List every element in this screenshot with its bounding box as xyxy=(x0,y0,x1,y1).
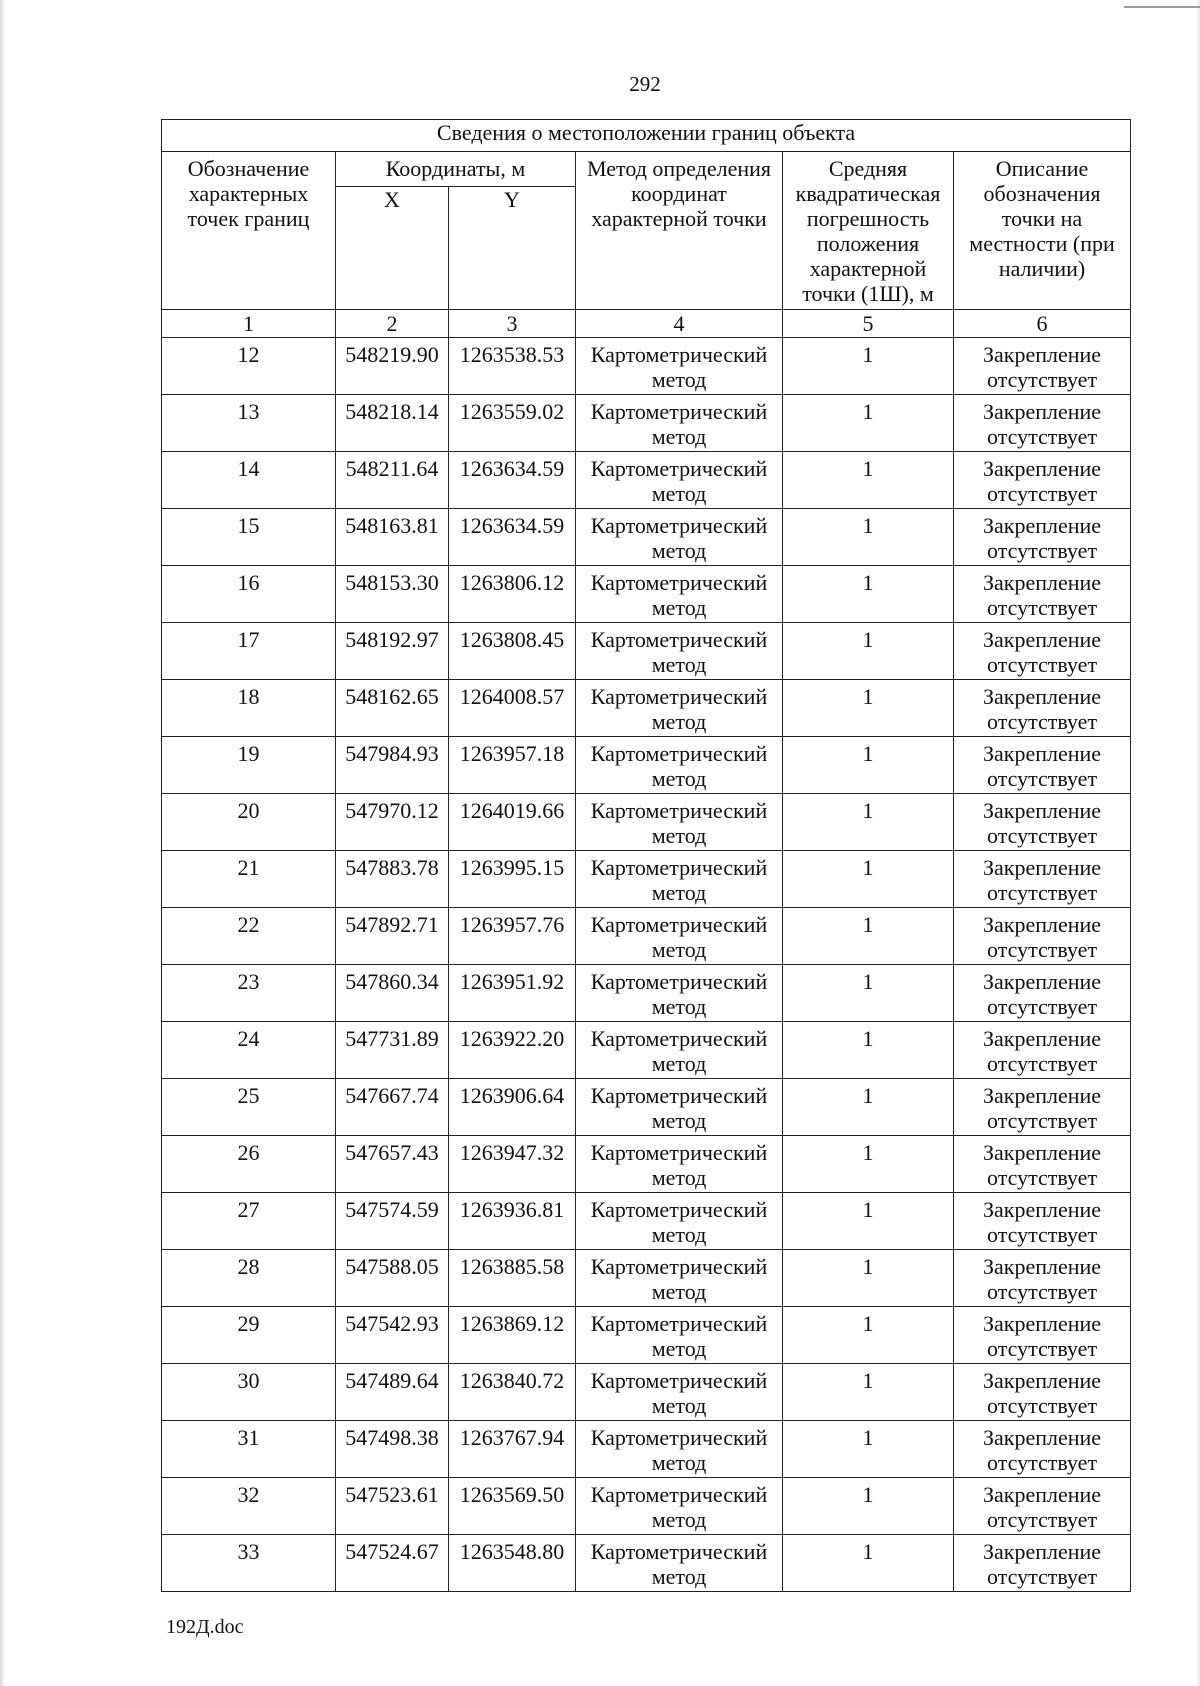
cell-description: Закрепление отсутствует xyxy=(954,623,1131,680)
cell-point: 17 xyxy=(162,623,336,680)
cell-y: 1263808.45 xyxy=(449,623,576,680)
table-row xyxy=(162,1136,1131,1193)
column-number: 4 xyxy=(576,310,783,338)
cell-error: 1 xyxy=(783,395,954,452)
cell-error: 1 xyxy=(783,680,954,737)
table-row xyxy=(162,1193,1131,1250)
header-error: Средняя квадратическая погрешность положения характерной точки (1Ш), м xyxy=(783,152,954,310)
cell-error: 1 xyxy=(783,452,954,509)
cell-method: Картометрический метод xyxy=(576,623,783,680)
cell-description: Закрепление отсутствует xyxy=(954,1193,1131,1250)
cell-error: 1 xyxy=(783,566,954,623)
cell-point: 16 xyxy=(162,566,336,623)
cell-point: 21 xyxy=(162,851,336,908)
cell-error: 1 xyxy=(783,794,954,851)
cell-point: 14 xyxy=(162,452,336,509)
table-row xyxy=(162,737,1131,794)
cell-error: 1 xyxy=(783,1364,954,1421)
cell-error: 1 xyxy=(783,737,954,794)
cell-description: Закрепление отсутствует xyxy=(954,566,1131,623)
cell-method: Картометрический метод xyxy=(576,794,783,851)
table-row xyxy=(162,1250,1131,1307)
cell-y: 1263538.53 xyxy=(449,338,576,395)
cell-description: Закрепление отсутствует xyxy=(954,338,1131,395)
column-number: 2 xyxy=(336,310,449,338)
cell-point: 29 xyxy=(162,1307,336,1364)
cell-y: 1263806.12 xyxy=(449,566,576,623)
boundary-table xyxy=(161,119,1131,1592)
cell-error: 1 xyxy=(783,338,954,395)
cell-description: Закрепление отсутствует xyxy=(954,851,1131,908)
cell-x: 547731.89 xyxy=(336,1022,449,1079)
cell-y: 1263885.58 xyxy=(449,1250,576,1307)
cell-point: 32 xyxy=(162,1478,336,1535)
cell-method: Картометрический метод xyxy=(576,1307,783,1364)
cell-error: 1 xyxy=(783,851,954,908)
cell-description: Закрепление отсутствует xyxy=(954,1136,1131,1193)
cell-description: Закрепление отсутствует xyxy=(954,965,1131,1022)
cell-method: Картометрический метод xyxy=(576,452,783,509)
cell-description: Закрепление отсутствует xyxy=(954,1022,1131,1079)
cell-y: 1263906.64 xyxy=(449,1079,576,1136)
cell-x: 547574.59 xyxy=(336,1193,449,1250)
cell-method: Картометрический метод xyxy=(576,1022,783,1079)
cell-point: 20 xyxy=(162,794,336,851)
cell-description: Закрепление отсутствует xyxy=(954,794,1131,851)
cell-x: 547892.71 xyxy=(336,908,449,965)
cell-error: 1 xyxy=(783,509,954,566)
cell-error: 1 xyxy=(783,908,954,965)
cell-x: 547588.05 xyxy=(336,1250,449,1307)
table-row xyxy=(162,1478,1131,1535)
cell-y: 1263548.80 xyxy=(449,1535,576,1592)
table-row xyxy=(162,1022,1131,1079)
cell-error: 1 xyxy=(783,1136,954,1193)
cell-method: Картометрический метод xyxy=(576,737,783,794)
cell-x: 548192.97 xyxy=(336,623,449,680)
cell-description: Закрепление отсутствует xyxy=(954,452,1131,509)
column-number: 3 xyxy=(449,310,576,338)
cell-method: Картометрический метод xyxy=(576,1136,783,1193)
cell-error: 1 xyxy=(783,1079,954,1136)
column-number: 5 xyxy=(783,310,954,338)
cell-point: 25 xyxy=(162,1079,336,1136)
cell-point: 28 xyxy=(162,1250,336,1307)
column-number-row xyxy=(162,310,1131,338)
scan-corner-mark xyxy=(1124,6,1200,8)
cell-method: Картометрический метод xyxy=(576,908,783,965)
cell-x: 547489.64 xyxy=(336,1364,449,1421)
table-row xyxy=(162,623,1131,680)
table-row xyxy=(162,965,1131,1022)
cell-x: 548162.65 xyxy=(336,680,449,737)
cell-description: Закрепление отсутствует xyxy=(954,1478,1131,1535)
table-row xyxy=(162,908,1131,965)
cell-x: 548219.90 xyxy=(336,338,449,395)
cell-point: 26 xyxy=(162,1136,336,1193)
table-row xyxy=(162,566,1131,623)
cell-error: 1 xyxy=(783,1193,954,1250)
cell-y: 1263869.12 xyxy=(449,1307,576,1364)
column-number: 6 xyxy=(954,310,1131,338)
cell-x: 547498.38 xyxy=(336,1421,449,1478)
cell-point: 19 xyxy=(162,737,336,794)
cell-description: Закрепление отсутствует xyxy=(954,680,1131,737)
cell-x: 547657.43 xyxy=(336,1136,449,1193)
cell-point: 18 xyxy=(162,680,336,737)
cell-point: 30 xyxy=(162,1364,336,1421)
cell-x: 548153.30 xyxy=(336,566,449,623)
cell-point: 22 xyxy=(162,908,336,965)
cell-x: 547883.78 xyxy=(336,851,449,908)
cell-y: 1263840.72 xyxy=(449,1364,576,1421)
scan-edge-left xyxy=(0,0,6,1686)
cell-y: 1264019.66 xyxy=(449,794,576,851)
file-name-footer: 192Д.doc xyxy=(166,1616,244,1638)
cell-y: 1263957.18 xyxy=(449,737,576,794)
cell-y: 1263767.94 xyxy=(449,1421,576,1478)
cell-point: 24 xyxy=(162,1022,336,1079)
cell-description: Закрепление отсутствует xyxy=(954,1535,1131,1592)
cell-y: 1263957.76 xyxy=(449,908,576,965)
header-x: X xyxy=(336,187,449,310)
cell-method: Картометрический метод xyxy=(576,1421,783,1478)
table-row xyxy=(162,395,1131,452)
cell-description: Закрепление отсутствует xyxy=(954,1364,1131,1421)
cell-method: Картометрический метод xyxy=(576,1535,783,1592)
scan-edge-right xyxy=(1196,0,1200,1686)
cell-x: 547984.93 xyxy=(336,737,449,794)
table-row xyxy=(162,1535,1131,1592)
table-row xyxy=(162,1079,1131,1136)
cell-description: Закрепление отсутствует xyxy=(954,1079,1131,1136)
cell-point: 12 xyxy=(162,338,336,395)
cell-x: 547860.34 xyxy=(336,965,449,1022)
cell-y: 1263951.92 xyxy=(449,965,576,1022)
cell-y: 1263634.59 xyxy=(449,452,576,509)
cell-method: Картометрический метод xyxy=(576,1193,783,1250)
header-coordinates: Координаты, м xyxy=(336,152,576,187)
table-row xyxy=(162,1421,1131,1478)
cell-description: Закрепление отсутствует xyxy=(954,1250,1131,1307)
cell-y: 1263922.20 xyxy=(449,1022,576,1079)
cell-y: 1263936.81 xyxy=(449,1193,576,1250)
cell-error: 1 xyxy=(783,623,954,680)
cell-point: 15 xyxy=(162,509,336,566)
cell-error: 1 xyxy=(783,1535,954,1592)
cell-point: 13 xyxy=(162,395,336,452)
cell-method: Картометрический метод xyxy=(576,509,783,566)
cell-method: Картометрический метод xyxy=(576,851,783,908)
cell-x: 547524.67 xyxy=(336,1535,449,1592)
cell-description: Закрепление отсутствует xyxy=(954,509,1131,566)
cell-method: Картометрический метод xyxy=(576,680,783,737)
cell-x: 548163.81 xyxy=(336,509,449,566)
cell-point: 23 xyxy=(162,965,336,1022)
cell-method: Картометрический метод xyxy=(576,395,783,452)
table-row xyxy=(162,1364,1131,1421)
cell-method: Картометрический метод xyxy=(576,1079,783,1136)
header-point-designation: Обозначение характерных точек границ xyxy=(162,152,336,310)
cell-x: 547970.12 xyxy=(336,794,449,851)
table-row xyxy=(162,338,1131,395)
cell-method: Картометрический метод xyxy=(576,965,783,1022)
page-number: 292 xyxy=(629,72,661,96)
cell-error: 1 xyxy=(783,1022,954,1079)
cell-error: 1 xyxy=(783,1478,954,1535)
header-y: Y xyxy=(449,187,576,310)
cell-method: Картометрический метод xyxy=(576,1364,783,1421)
table-row xyxy=(162,851,1131,908)
cell-y: 1263569.50 xyxy=(449,1478,576,1535)
cell-x: 547542.93 xyxy=(336,1307,449,1364)
cell-method: Картометрический метод xyxy=(576,338,783,395)
cell-x: 547667.74 xyxy=(336,1079,449,1136)
cell-description: Закрепление отсутствует xyxy=(954,395,1131,452)
cell-description: Закрепление отсутствует xyxy=(954,908,1131,965)
header-description: Описание обозначения точки на местности (при наличии) xyxy=(954,152,1131,310)
cell-point: 27 xyxy=(162,1193,336,1250)
cell-error: 1 xyxy=(783,1250,954,1307)
table-caption: Сведения о местоположении границ объекта xyxy=(162,120,1131,152)
cell-method: Картометрический метод xyxy=(576,1478,783,1535)
cell-error: 1 xyxy=(783,1307,954,1364)
cell-description: Закрепление отсутствует xyxy=(954,1307,1131,1364)
cell-y: 1263947.32 xyxy=(449,1136,576,1193)
table-row xyxy=(162,1307,1131,1364)
cell-method: Картометрический метод xyxy=(576,566,783,623)
cell-x: 548218.14 xyxy=(336,395,449,452)
table-row xyxy=(162,452,1131,509)
cell-point: 33 xyxy=(162,1535,336,1592)
cell-y: 1263634.59 xyxy=(449,509,576,566)
cell-description: Закрепление отсутствует xyxy=(954,737,1131,794)
cell-error: 1 xyxy=(783,965,954,1022)
cell-y: 1263559.02 xyxy=(449,395,576,452)
cell-x: 547523.61 xyxy=(336,1478,449,1535)
column-number: 1 xyxy=(162,310,336,338)
cell-method: Картометрический метод xyxy=(576,1250,783,1307)
table-row xyxy=(162,794,1131,851)
table-row xyxy=(162,680,1131,737)
cell-description: Закрепление отсутствует xyxy=(954,1421,1131,1478)
table-row xyxy=(162,509,1131,566)
cell-error: 1 xyxy=(783,1421,954,1478)
cell-point: 31 xyxy=(162,1421,336,1478)
cell-y: 1264008.57 xyxy=(449,680,576,737)
cell-y: 1263995.15 xyxy=(449,851,576,908)
cell-x: 548211.64 xyxy=(336,452,449,509)
header-method: Метод определения координат характерной точки xyxy=(576,152,783,310)
